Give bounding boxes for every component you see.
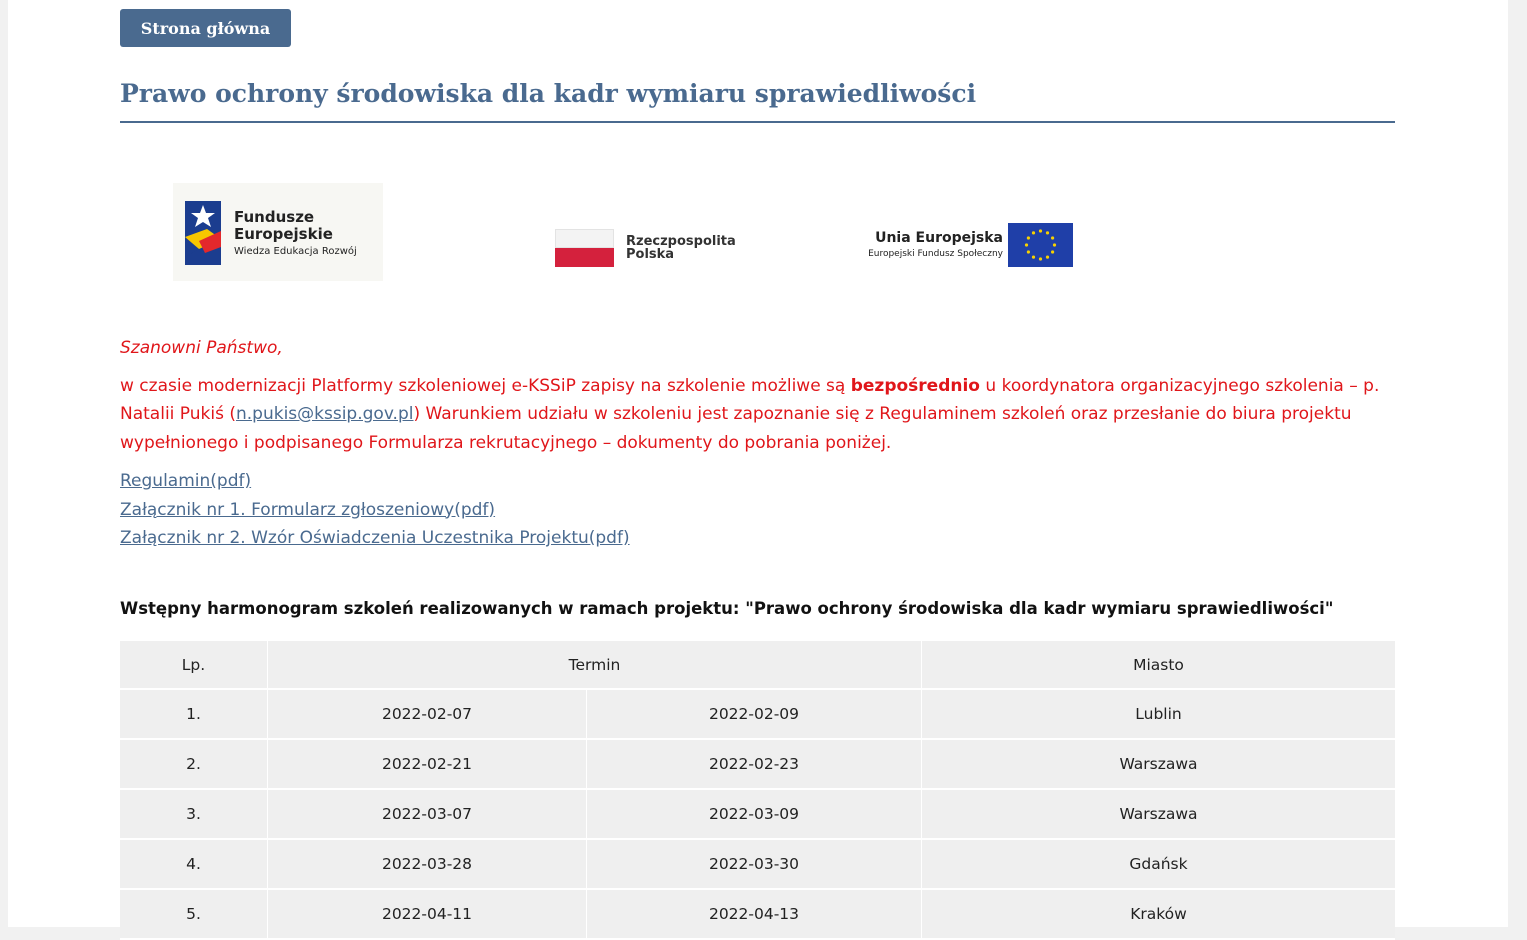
- table-row: [120, 890, 1395, 940]
- fundusze-europejskie-logo: [173, 183, 383, 281]
- cell-start-date: 2022-03-07: [268, 790, 587, 840]
- regulamin-link[interactable]: Regulamin(pdf): [120, 471, 252, 491]
- title-divider: [120, 121, 1395, 123]
- rp-line1: Rzeczpospolita: [626, 234, 736, 249]
- notice-text-2: u koordynatora organizacyjnego szkolenia – p. Natalii Pukiś (: [120, 375, 1380, 424]
- ue-line1: Unia Europejska: [875, 230, 1003, 246]
- cell-end-date: 2022-02-23: [587, 740, 922, 790]
- table-row: [120, 690, 1395, 740]
- cell-start-date: 2022-02-21: [268, 740, 587, 790]
- table-row: [120, 840, 1395, 890]
- cell-city: Lublin: [922, 690, 1395, 740]
- schedule-header-row: [120, 641, 1395, 690]
- polish-flag-red: [555, 248, 614, 267]
- cell-end-date: 2022-03-09: [587, 790, 922, 840]
- cell-start-date: 2022-04-11: [268, 890, 587, 940]
- zalacznik-1-link[interactable]: Załącznik nr 1. Formularz zgłoszeniowy(pdf): [120, 499, 496, 520]
- cell-lp: 2.: [120, 740, 268, 790]
- notice-body: [120, 372, 1395, 458]
- cell-end-date: 2022-04-13: [587, 890, 922, 940]
- cell-end-date: 2022-02-09: [587, 690, 922, 740]
- header-termin: Termin: [268, 641, 922, 690]
- coordinator-email-link[interactable]: n.pukis@kssip.gov.pl: [235, 404, 414, 424]
- cell-start-date: 2022-02-07: [268, 690, 587, 740]
- document-links: [120, 467, 920, 553]
- rp-line2: Polska: [626, 247, 675, 262]
- fundusze-line2: Europejskie: [234, 225, 333, 243]
- schedule-title: Wstępny harmonogram szkoleń realizowanych w ramach projektu: "Prawo ochrony środowiska dla kadr wymiaru sprawiedliwości": [120, 599, 1334, 618]
- cell-start-date: 2022-03-28: [268, 840, 587, 890]
- notice-text-1: w czasie modernizacji Platformy szkoleniowej e-KSSiP zapisy na szkolenie możliwe są: [120, 375, 851, 396]
- cell-city: Warszawa: [922, 790, 1395, 840]
- cell-city: Gdańsk: [922, 840, 1395, 890]
- cell-city: Kraków: [922, 890, 1395, 940]
- schedule-table: [120, 641, 1395, 940]
- unia-europejska-logo: [853, 221, 1083, 269]
- fundusze-flag-icon: [185, 201, 221, 265]
- table-row: [120, 790, 1395, 840]
- notice-bold: bezpośrednio: [850, 375, 980, 396]
- cell-end-date: 2022-03-30: [587, 840, 922, 890]
- notice-text-3: ) Warunkiem udziału w szkoleniu jest zapoznanie się z Regulaminem szkoleń oraz przesłanie do biura projektu wypełnionego i podpisanego Formularza rekrutacyjnego – dokumenty do pobrania poniżej.: [120, 404, 1352, 453]
- header-miasto: Miasto: [922, 641, 1395, 690]
- ue-line2: Europejski Fundusz Społeczny: [868, 249, 1003, 259]
- header-lp: Lp.: [120, 641, 268, 690]
- polish-flag-white: [555, 229, 614, 248]
- zalacznik-2-link[interactable]: Załącznik nr 2. Wzór Oświadczenia Uczestnika Projektu(pdf): [120, 528, 630, 548]
- cell-city: Warszawa: [922, 740, 1395, 790]
- cell-lp: 3.: [120, 790, 268, 840]
- rzeczpospolita-logo: [555, 227, 755, 272]
- cell-lp: 4.: [120, 840, 268, 890]
- cell-lp: 1.: [120, 690, 268, 740]
- fundusze-tagline: Wiedza Edukacja Rozwój: [234, 246, 357, 257]
- page-title: Prawo ochrony środowiska dla kadr wymiaru sprawiedliwości: [120, 79, 977, 108]
- home-button[interactable]: Strona główna: [120, 9, 291, 47]
- eu-flag-icon: [1008, 223, 1073, 267]
- notice-greeting: Szanowni Państwo,: [120, 338, 283, 358]
- cell-lp: 5.: [120, 890, 268, 940]
- page-content: [8, 0, 1508, 927]
- fundusze-line1: Fundusze: [234, 208, 315, 226]
- table-row: [120, 740, 1395, 790]
- registration-notice: [120, 334, 1395, 457]
